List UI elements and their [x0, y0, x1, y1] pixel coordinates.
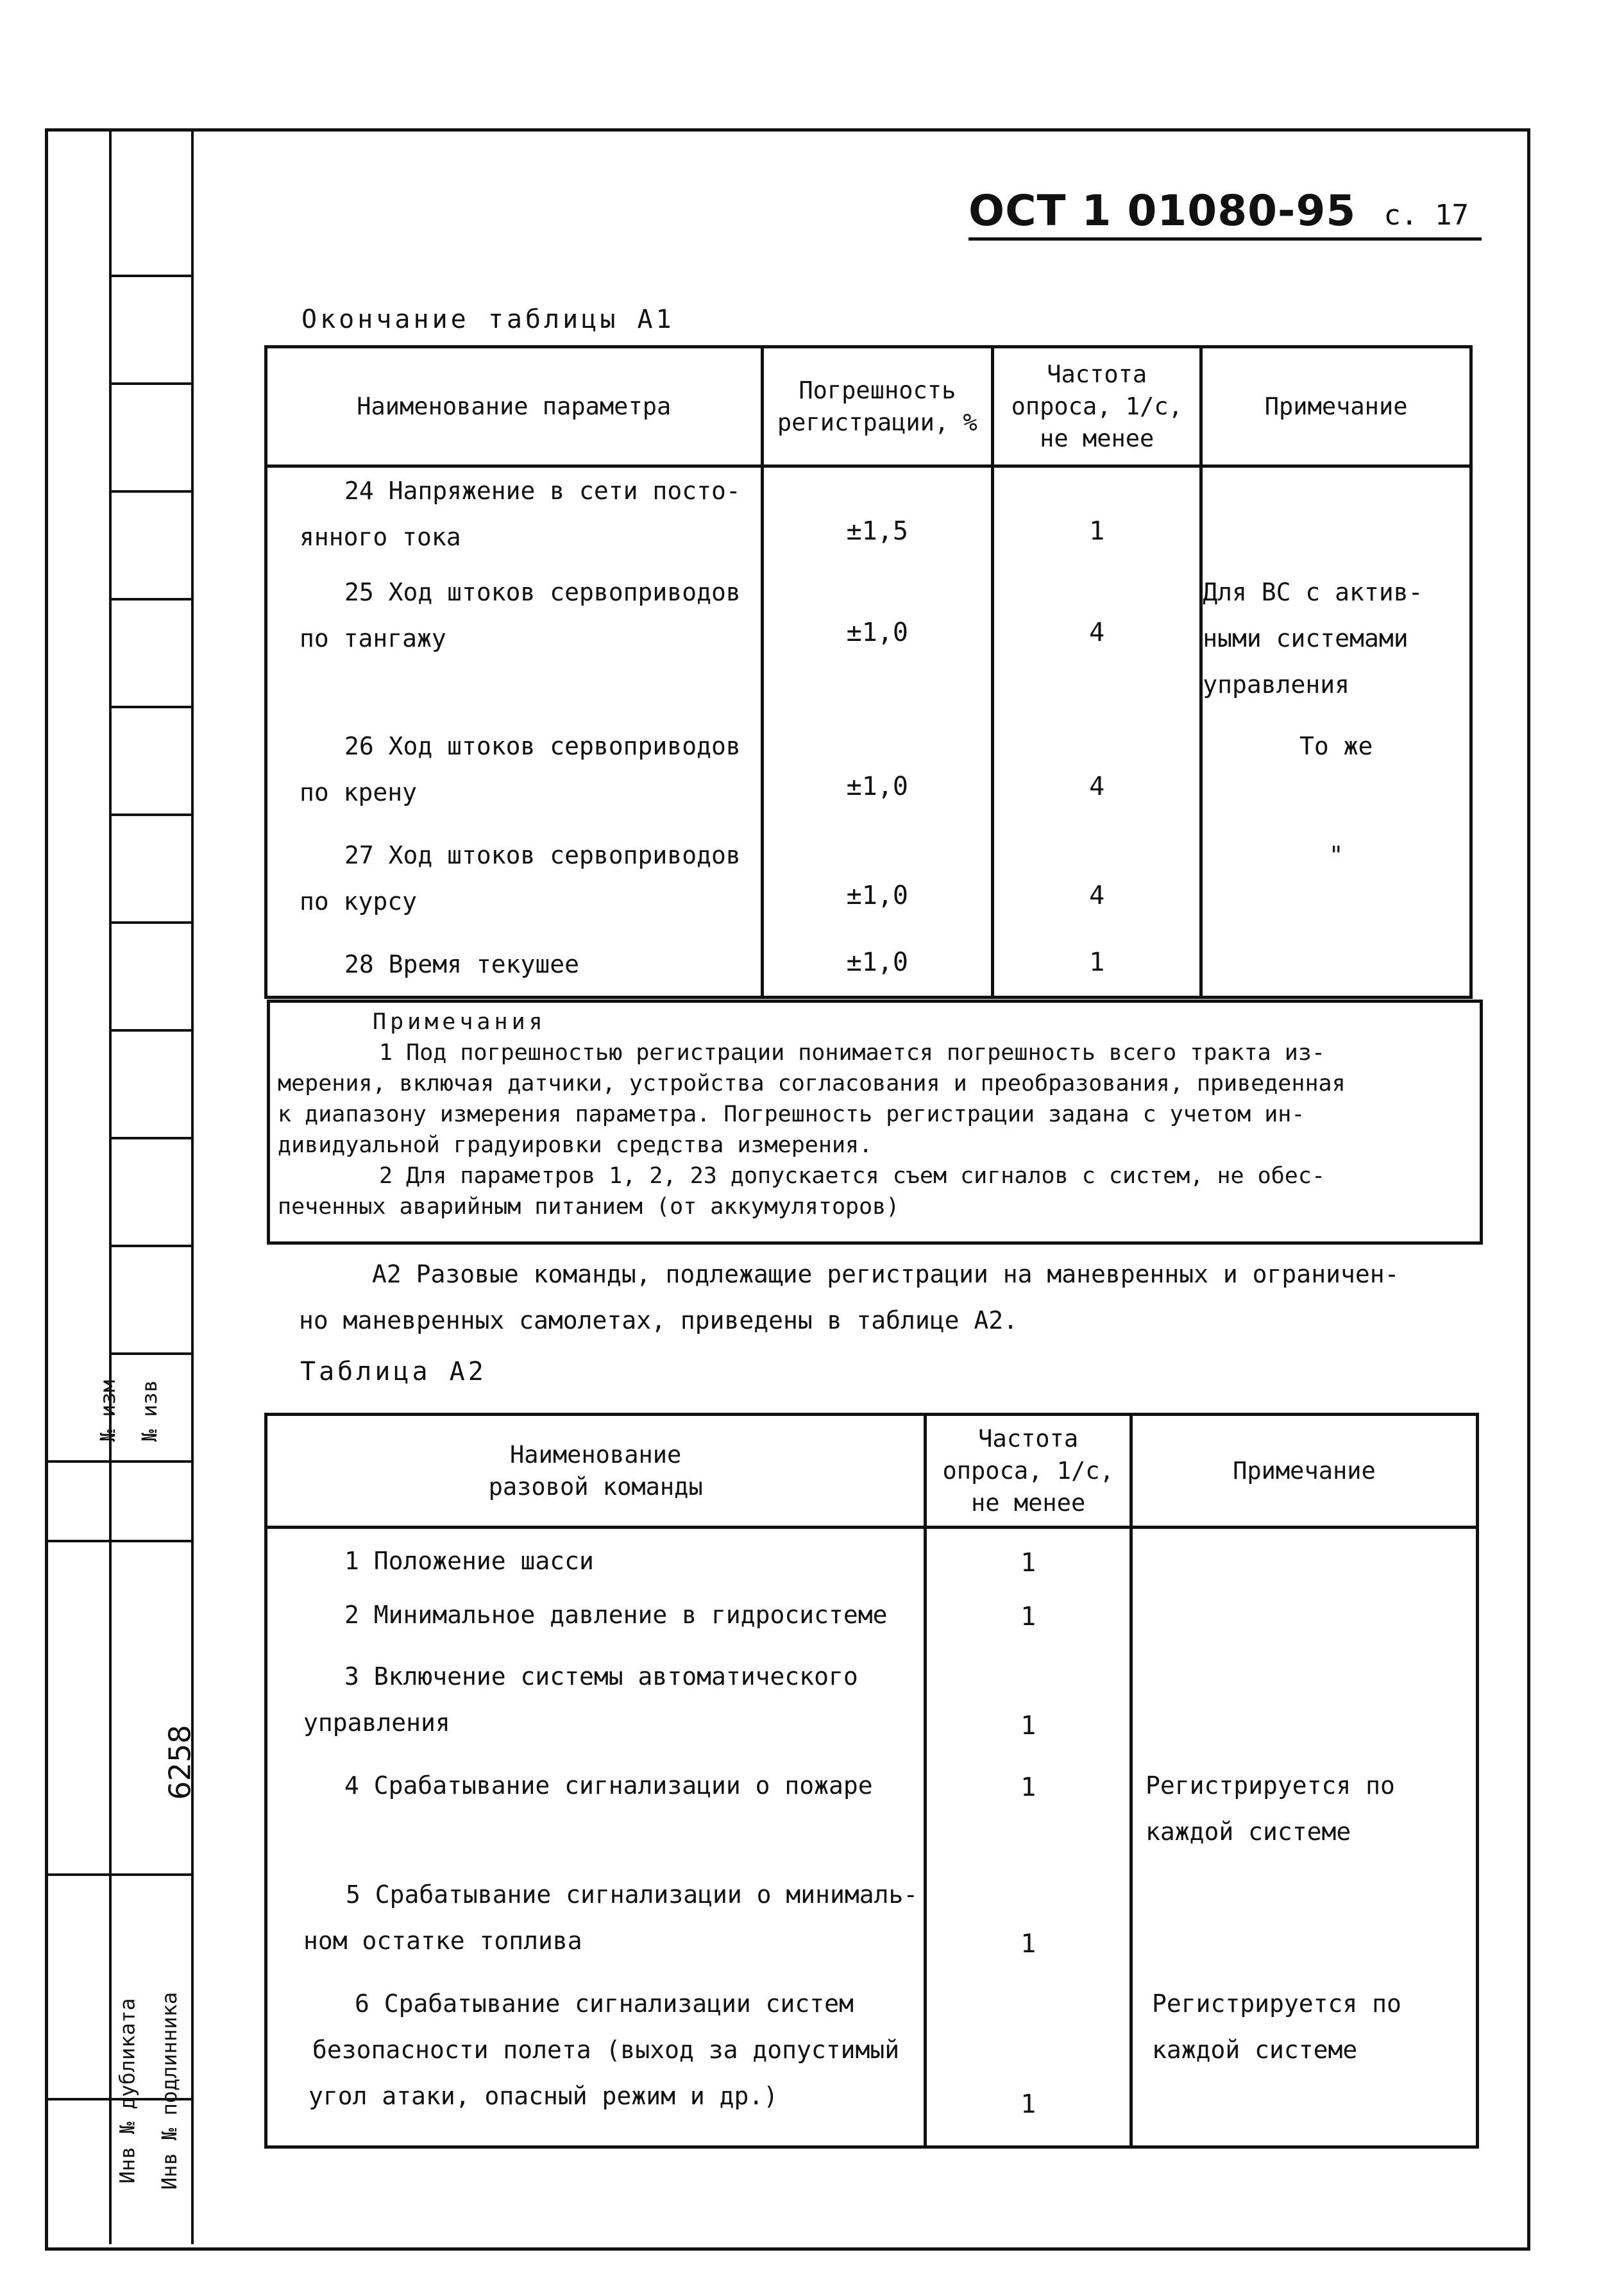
table-row: [266, 941, 1471, 998]
row-name-cont: по курсу: [300, 887, 418, 916]
row-note: каждой системе: [1145, 1817, 1351, 1846]
paragraph-a2-line2: но маневренных самолетах, приведены в таблице А2.: [299, 1306, 1019, 1334]
table1-header-freq: Частота опроса, 1/с, не менее: [993, 347, 1201, 466]
row-freq: 1: [1020, 2089, 1036, 2119]
table-a2: [264, 1413, 1479, 2149]
row-name-cont: безопасности полета (выход за допустимый: [312, 2035, 900, 2064]
page-number: с. 17: [1383, 199, 1469, 232]
row-name-cont: по крену: [300, 778, 418, 806]
row-freq: 4: [1089, 617, 1105, 647]
row-name-cont: угол атаки, опасный режим и др.): [309, 2081, 779, 2110]
row-note: ": [1328, 840, 1344, 869]
row-name: 5 Срабатывание сигнализации о минималь-: [346, 1880, 918, 1909]
row-error: ±1,0: [846, 771, 908, 801]
note-2-line: печенных аварийным питанием (от аккумуляторов): [278, 1194, 900, 1220]
row-name-cont: по тангажу: [300, 624, 446, 652]
table-row: [266, 569, 1471, 723]
row-error: ±1,0: [846, 617, 908, 647]
paragraph-a2: [301, 1251, 1475, 1343]
notes-title: Примечания: [373, 1009, 546, 1035]
table2-caption: Таблица А2: [300, 1357, 487, 1386]
row-note: управления: [1203, 670, 1350, 699]
table-row: [266, 1981, 1478, 2147]
row-name: 25 Ход штоков сервоприводов: [344, 577, 741, 606]
row-note: Регистрируется по: [1145, 1771, 1395, 1800]
row-freq: 1: [1089, 516, 1105, 546]
table-a1: [264, 345, 1473, 999]
row-note: каждой системе: [1151, 2035, 1358, 2064]
table-row: [266, 1653, 1478, 1762]
row-name: 1 Положение шасси: [344, 1547, 594, 1575]
row-name-cont: янного тока: [300, 523, 461, 551]
row-name: 28 Время текушее: [344, 950, 580, 978]
table1-header-note: Примечание: [1201, 347, 1471, 466]
table-row: [266, 466, 1471, 569]
row-note: ными системами: [1203, 624, 1408, 652]
row-note: То же: [1299, 731, 1373, 760]
side-strip: [45, 128, 191, 2244]
table-row: [266, 1592, 1478, 1653]
side-dubl-label: Инв № дубликата: [115, 1998, 140, 2184]
row-name-cont: управления: [303, 1708, 450, 1737]
row-freq: 1: [1089, 947, 1105, 977]
table-row: [266, 1871, 1478, 1981]
row-name: 2 Минимальное давление в гидросистеме: [344, 1600, 888, 1629]
row-error: ±1,0: [846, 880, 908, 910]
row-name: 26 Ход штоков сервоприводов: [344, 731, 741, 760]
row-note: Регистрируется по: [1151, 1989, 1401, 2018]
table1-caption: Окончание таблицы А1: [301, 305, 675, 334]
table-row: [266, 1762, 1478, 1871]
side-doc-number: 6258: [162, 1725, 198, 1800]
row-name: 4 Срабатывание сигнализации о пожаре: [344, 1771, 873, 1800]
row-name: 6 Срабатывание сигнализации систем: [355, 1989, 854, 2018]
row-name-cont: ном остатке топлива: [303, 1926, 582, 1955]
table1-header-name: Наименование параметра: [266, 347, 763, 466]
row-freq: 1: [1020, 1548, 1036, 1578]
side-izv-label: № изв: [137, 1379, 162, 1442]
row-freq: 1: [1020, 1710, 1036, 1741]
row-freq: 4: [1089, 880, 1105, 910]
row-freq: 1: [1020, 1772, 1036, 1802]
side-podl-label: Инв № подлинника: [157, 1991, 182, 2190]
page-header: [968, 186, 1482, 244]
table1-header-error: Погрешность регистрации, %: [762, 347, 993, 466]
note-2: 2 Для параметров 1, 2, 23 допускается съем сигналов с систем, не обес-: [379, 1163, 1326, 1189]
doc-code: ОСТ 1 01080-95: [968, 186, 1357, 235]
table-row: [266, 723, 1471, 832]
note-1-line: дивидуальной градуировки средства измерения.: [278, 1132, 873, 1158]
row-error: ±1,5: [846, 516, 908, 546]
side-izm-label: № изм: [96, 1379, 121, 1442]
row-name: 27 Ход штоков сервоприводов: [344, 840, 741, 869]
note-1: 1 Под погрешностью регистрации понимается погрешность всего тракта из-: [379, 1040, 1326, 1066]
notes-block: [267, 1000, 1483, 1245]
row-name: 24 Напряжение в сети посто-: [344, 477, 741, 505]
table-row: [266, 832, 1471, 941]
table-row: [266, 1528, 1478, 1592]
row-error: ±1,0: [846, 947, 908, 977]
table2-header-note: Примечание: [1131, 1415, 1477, 1528]
row-freq: 4: [1089, 771, 1105, 801]
row-name: 3 Включение системы автоматического: [344, 1662, 858, 1691]
note-1-line: к диапазону измерения параметра. Погрешность регистрации задана с учетом ин-: [278, 1102, 1305, 1127]
row-freq: 1: [1020, 1601, 1036, 1632]
header-rule: [968, 237, 1482, 241]
note-1-line: мерения, включая датчики, устройства согласования и преобразования, приведенная: [278, 1071, 1346, 1096]
table2-header-freq: Частота опроса, 1/с, не менее: [926, 1415, 1131, 1528]
row-freq: 1: [1020, 1929, 1036, 1959]
paragraph-a2-line1: А2 Разовые команды, подлежащие регистрации на маневренных и ограничен-: [372, 1260, 1400, 1288]
row-note: Для ВС с актив-: [1203, 577, 1423, 606]
table2-header-name: Наименование разовой команды: [266, 1415, 926, 1528]
